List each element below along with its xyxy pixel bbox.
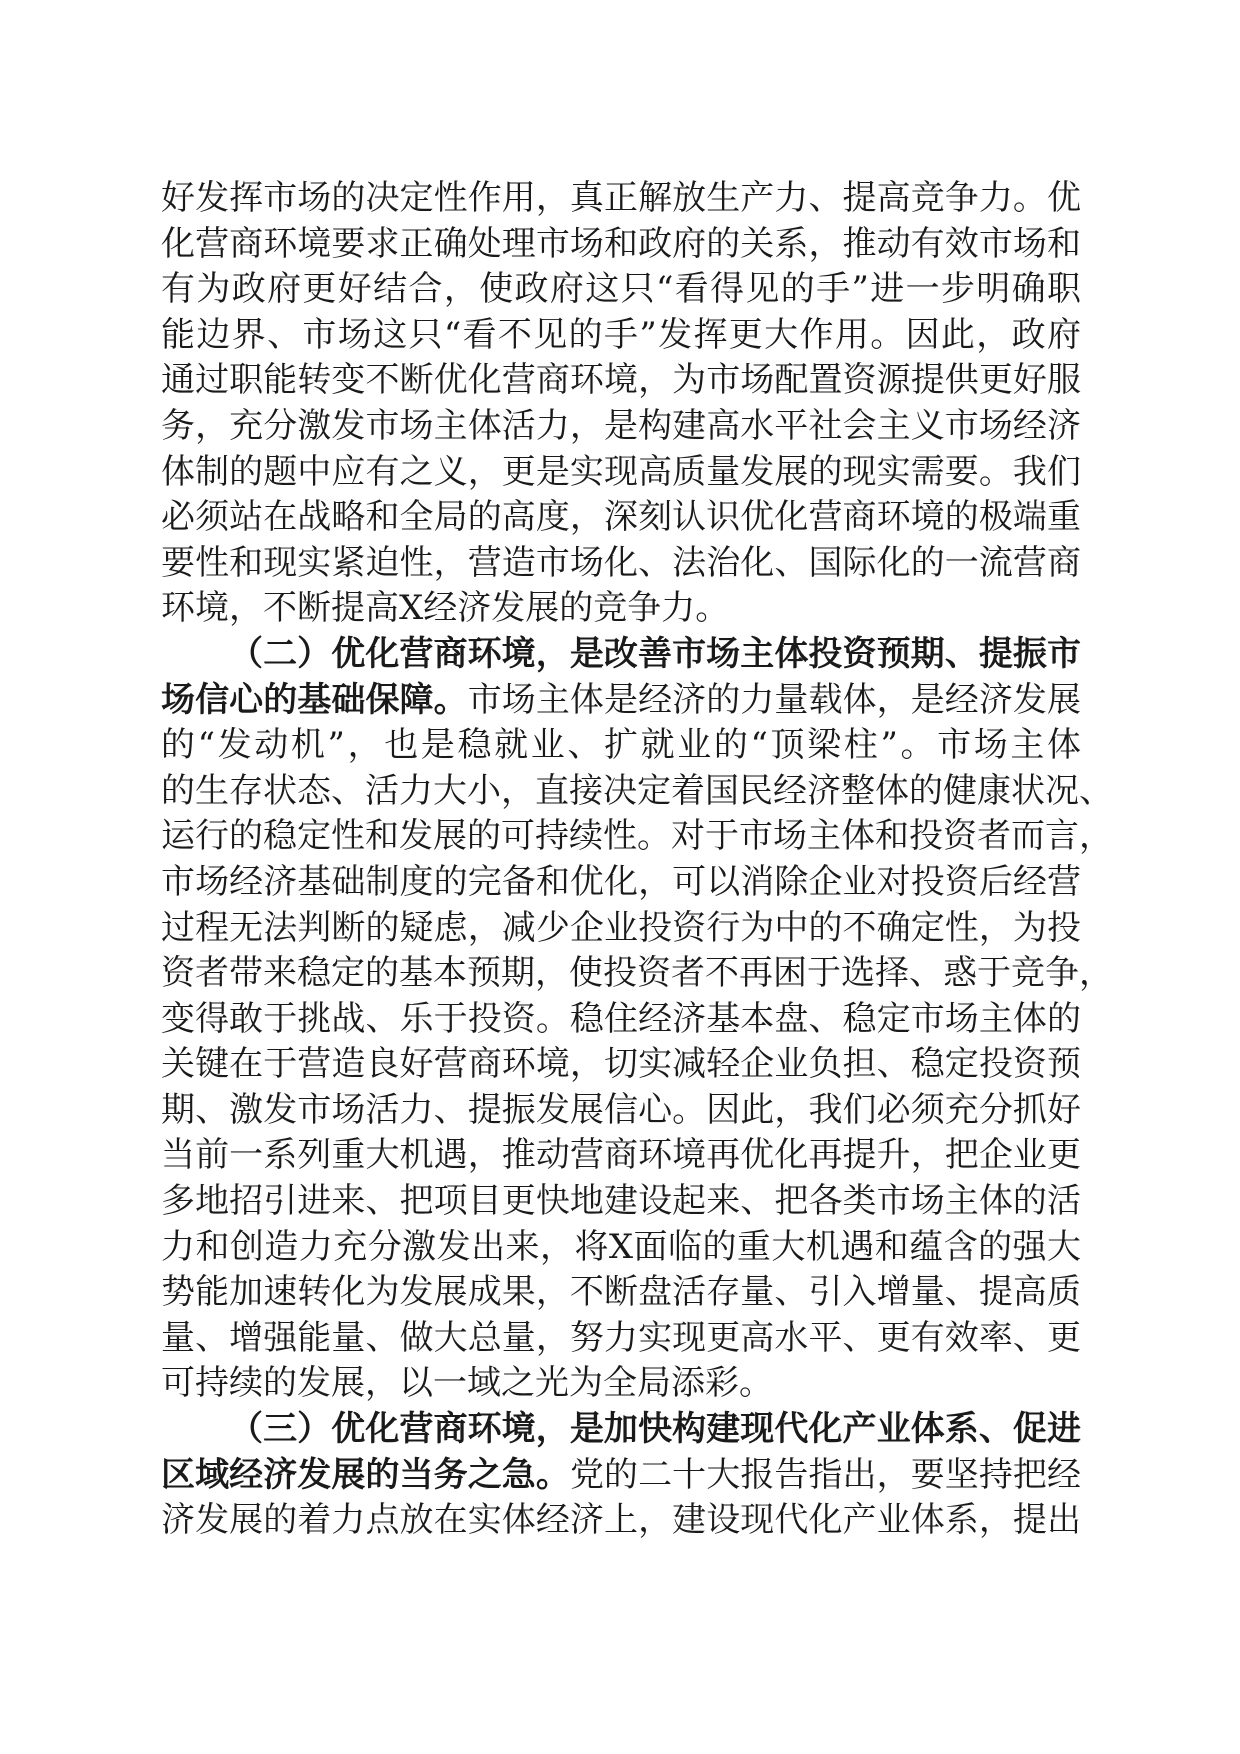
paragraph-2-line: 过程无法判断的疑虑，减少企业投资行为中的不确定性，为投 (161, 907, 1081, 948)
paragraph-1-line: 环境，不断提高X经济发展的竞争力。 (161, 588, 730, 629)
paragraph-2-line: 可持续的发展，以一域之光为全局添彩。 (161, 1363, 773, 1404)
paragraph-2-line: 势能加速转化为发展成果，不断盘活存量、引入增量、提高质 (161, 1272, 1081, 1313)
paragraph-3-line (161, 1453, 1081, 1499)
paragraph-3-heading-line: （三）优化营商环境，是加快构建现代化产业体系、促进 (229, 1409, 1081, 1450)
paragraph-1-line: 能边界、市场这只“看不见的手”发挥更大作用。因此，政府 (161, 314, 1081, 355)
paragraph-2-line (161, 678, 1081, 724)
paragraph-2-line: 变得敢于挑战、乐于投资。稳住经济基本盘、稳定市场主体的 (161, 998, 1081, 1039)
paragraph-2-line: 的生存状态、活力大小，直接决定着国民经济整体的健康状况、 (161, 770, 1113, 811)
paragraph-2-line: 的“发动机”，也是稳就业、扩就业的“顶梁柱”。市场主体 (161, 725, 1081, 766)
paragraph-2-line: 力和创造力充分激发出来，将X面临的重大机遇和蕴含的强大 (161, 1226, 1081, 1267)
paragraph-2-line: 运行的稳定性和发展的可持续性。对于市场主体和投资者而言， (161, 816, 1113, 857)
paragraph-1-line: 体制的题中应有之义，更是实现高质量发展的现实需要。我们 (161, 451, 1081, 492)
paragraph-3-heading-tail: 区域经济发展的当务之急。 (161, 1454, 570, 1495)
paragraph-2-line: 市场经济基础制度的完备和优化，可以消除企业对投资后经营 (161, 861, 1081, 902)
paragraph-2-heading-line: （二）优化营商环境，是改善市场主体投资预期、提振市 (229, 633, 1081, 674)
paragraph-2-text: 市场主体是经济的力量载体，是经济发展 (467, 679, 1082, 720)
paragraph-2-line: 期、激发市场活力、提振发展信心。因此，我们必须充分抓好 (161, 1089, 1081, 1130)
paragraph-2-line: 量、增强能量、做大总量，努力实现更高水平、更有效率、更 (161, 1317, 1081, 1358)
paragraph-2-line: 资者带来稳定的基本预期，使投资者不再困于选择、惑于竞争， (161, 953, 1113, 994)
paragraph-2-line: 当前一系列重大机遇，推动营商环境再优化再提升，把企业更 (161, 1135, 1081, 1176)
paragraph-1-line: 好发挥市场的决定性作用，真正解放生产力、提高竞争力。优 (161, 178, 1081, 218)
paragraph-2-line: 多地招引进来、把项目更快地建设起来、把各类市场主体的活 (161, 1181, 1081, 1222)
paragraph-1-line: 化营商环境要求正确处理市场和政府的关系，推动有效市场和 (161, 223, 1081, 264)
paragraph-1-line: 必须站在战略和全局的高度，深刻认识优化营商环境的极端重 (161, 497, 1081, 538)
body-text (161, 176, 1113, 1544)
paragraph-1-line: 有为政府更好结合，使政府这只“看得见的手”进一步明确职 (161, 269, 1081, 310)
paragraph-1-line: 务，充分激发市场主体活力，是构建高水平社会主义市场经济 (161, 405, 1081, 446)
paragraph-3-line: 济发展的着力点放在实体经济上，建设现代化产业体系，提出 (161, 1500, 1081, 1541)
paragraph-3-text: 党的二十大报告指出，要坚持把经 (569, 1454, 1082, 1495)
paragraph-2-line: 关键在于营造良好营商环境，切实减轻企业负担、稳定投资预 (161, 1044, 1081, 1085)
paragraph-1-line: 通过职能转变不断优化营商环境，为市场配置资源提供更好服 (161, 360, 1081, 401)
paragraph-1-line: 要性和现实紧迫性，营造市场化、法治化、国际化的一流营商 (161, 542, 1081, 583)
paragraph-2-heading-tail: 场信心的基础保障。 (161, 679, 468, 720)
